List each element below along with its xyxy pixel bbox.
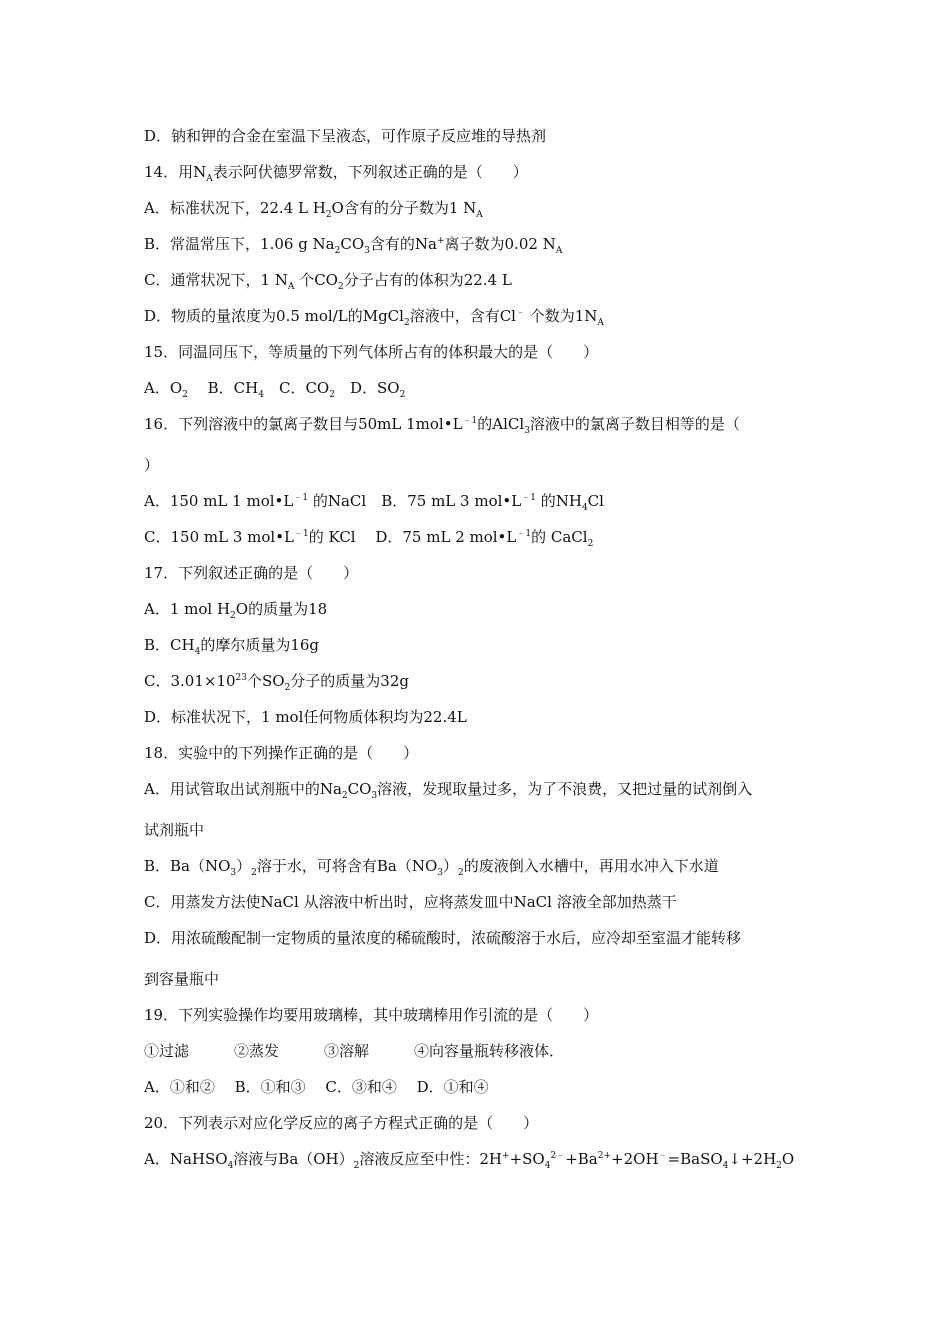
option-17-a: A．1 mol $H_2O$的质量为18 <box>144 600 328 621</box>
option-14-d: D．物质的量浓度为0.5 mol/L的MgCl$_2$溶液中，含有Cl﹣ 个数为$1N_A$ <box>144 307 604 328</box>
question-17: 17．下列叙述正确的是（ ） <box>144 564 359 582</box>
option-18-c: C．用蒸发方法使NaCl 从溶液中析出时，应将蒸发皿中NaCl 溶液全部加热蒸干 <box>144 893 677 911</box>
option-18-a: A．用试管取出试剂瓶中的$Na_2CO_3$溶液，发现取量过多，为了不浪费，又把过量的试剂倒入 <box>144 780 753 801</box>
question-15: 15．同温同压下，等质量的下列气体所占有的体积最大的是（ ） <box>144 343 599 361</box>
option-17-c: C．$3.01\times 10^{23}$个$SO_2$分子的质量为32g <box>144 672 409 693</box>
options-15: A．$O_2$ B．$CH_4$ C．$CO_2$ D．$SO_2$ <box>144 379 406 400</box>
options-16-ab: A．150 mL 1 $mol•L^{﹣1}$ 的NaCl B．75 mL 3 $mol•L^{﹣1}$ 的$NH_4Cl$ <box>144 492 604 513</box>
option-18-a-cont: 试剂瓶中 <box>144 821 205 839</box>
option-14-c: C．通常状况下，1 $N_A$ 个$CO_2$分子占有的体积为22.4 L <box>144 271 512 292</box>
question-19: 19．下列实验操作均要用玻璃棒，其中玻璃棒用作引流的是（ ） <box>144 1006 599 1024</box>
question-14: 14．用$N_A$表示阿伏德罗常数，下列叙述正确的是（ ） <box>144 163 528 184</box>
option-14-a: A．标准状况下，22.4 L $H_2O$含有的分子数为1 $N_A$ <box>144 199 483 220</box>
options-19: A．①和② B．①和③ C．③和④ D．①和④ <box>144 1078 489 1096</box>
option-17-d: D．标准状况下，1 mol任何物质体积均为22.4L <box>144 708 467 726</box>
option-18-b: B．$Ba(NO_3)_2$溶于水，可将含有$Ba(NO_3)_2$的废液倒入水槽中，再用水冲入下水道 <box>144 857 719 878</box>
question-16: 16．下列溶液中的氯离子数目与50mL $1mol•L^{﹣1}$的AlCl$_3$溶液中的氯离子数目相等的是（ <box>144 415 740 436</box>
option-13-d: D．钠和钾的合金在室温下呈液态，可作原子反应堆的导热剂 <box>144 127 547 145</box>
question-20: 20．下列表示对应化学反应的离子方程式正确的是（ ） <box>144 1114 539 1132</box>
option-20-a: A．NaHSO$_4$溶液与$Ba(OH)_2$溶液反应至中性：$2H^++SO_4^{2﹣}+Ba^{2+}+2OH^﹣=BaSO_4↓+2H_2O$ <box>144 1150 795 1171</box>
option-14-b: B．常温常压下，1.06 g $Na_2CO_3$含有的Na+离子数为0.02 $N_A$ <box>144 235 563 256</box>
option-18-d-cont: 到容量瓶中 <box>144 970 220 988</box>
question-18: 18．实验中的下列操作正确的是（ ） <box>144 744 419 762</box>
question-16-cont: ） <box>144 456 160 474</box>
question-19-items: ①过滤 ②蒸发 ③溶解 ④向容量瓶转移液体． <box>144 1042 565 1060</box>
option-17-b: B．$CH_4$的摩尔质量为16g <box>144 636 320 657</box>
options-16-cd: C．150 mL 3 $mol•L^{﹣1}$的 KCl D．75 mL 2 $mol•L^{﹣1}$的 CaCl$_2$ <box>144 528 594 549</box>
option-18-d: D．用浓硫酸配制一定物质的量浓度的稀硫酸时，浓硫酸溶于水后，应冷却至室温才能转移 <box>144 929 742 947</box>
